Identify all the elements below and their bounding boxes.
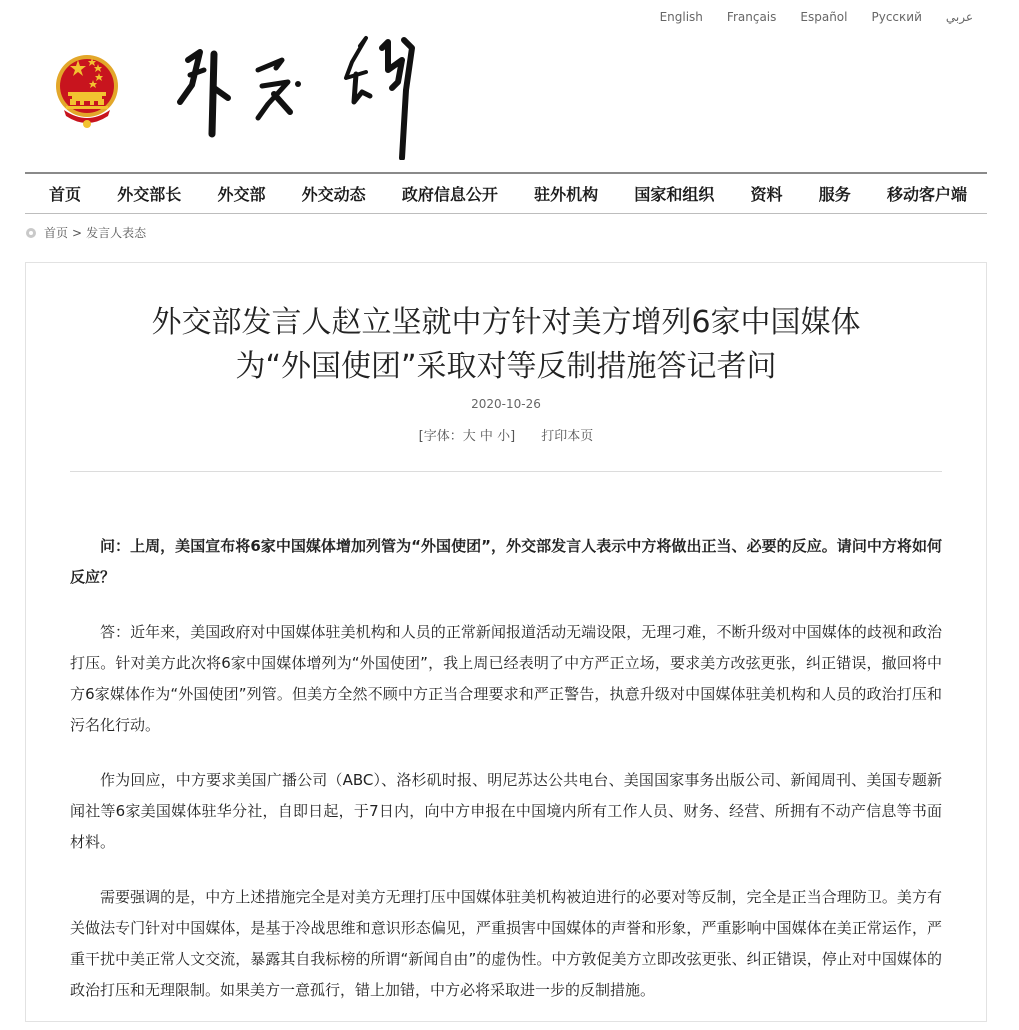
article-tools [26, 425, 986, 444]
nav-item-news[interactable]: 外交动态 [301, 185, 366, 204]
nav-item-home[interactable]: 首页 [49, 185, 82, 204]
emphasis-paragraph: 需要强调的是，中方上述措施完全是对美方无理打压中国媒体驻美机构被迫进行的必要对等反制，完全是正当合理防卫。美方有关做法专门针对中国媒体，是基于冷战思维和意识形态偏见，严重损害中国媒体的声誉和形象，严重影响中国媒体在美正常运作，严重干扰中美正常人文交流，暴露其自我标榜的所谓“新闻自由”的虚伪性。中方敦促美方立即改弦更张、纠正错误，停止对中国媒体的政治打压和无理限制。如果美方一意孤行，错上加错，中方必将采取进一步的反制措施。 [70, 888, 942, 999]
answer-paragraph: 答：近年来，美国政府对中国媒体驻美机构和人员的正常新闻报道活动无端设限，无理刁难，不断升级对中国媒体的歧视和政治打压。针对美方此次将6家中国媒体增列为“外国使团”，我上周已经表明了中方严正立场，要求美方改弦更张，纠正错误，撤回将中方6家媒体作为“外国使团”列管。但美方全然不顾中方正当合理要求和严正警告，执意升级对中国媒体驻美机构和人员的政治打压和污名化行动。 [70, 623, 942, 734]
article-date: 2020-10-26 [471, 397, 541, 411]
font-size-close: ] [510, 429, 516, 444]
nav-item-minister[interactable]: 外交部长 [117, 185, 182, 204]
lang-russian[interactable]: Русский [871, 10, 922, 24]
breadcrumb-separator: > [72, 225, 83, 240]
article-title [26, 301, 986, 389]
nav-item-mobile[interactable]: 移动客户端 [886, 185, 967, 204]
breadcrumb-current[interactable]: 发言人表态 [86, 226, 147, 240]
font-size-label: [字体： [418, 429, 463, 444]
font-large-button[interactable]: 大 [462, 429, 476, 444]
lang-arabic[interactable]: عربي [945, 10, 973, 24]
font-medium-button[interactable]: 中 [479, 429, 493, 444]
print-page-button[interactable]: 打印本页 [541, 429, 594, 444]
breadcrumb-home[interactable]: 首页 [44, 226, 69, 240]
question-paragraph: 问：上周，美国宣布将6家中国媒体增加列管为“外国使团”，外交部发言人表示中方将做出正当、必要的反应。请问中方将如何反应？ [70, 537, 942, 586]
language-bar [636, 10, 973, 24]
lang-spanish[interactable]: Español [800, 10, 848, 24]
article-title-line2: 为“外国使团”采取对等反制措施答记者问 [235, 349, 777, 384]
location-dot-icon [26, 228, 36, 238]
nav-item-gov-info[interactable]: 政府信息公开 [401, 185, 498, 204]
nav-item-services[interactable]: 服务 [818, 185, 851, 204]
ministry-calligraphy-logo[interactable] [170, 30, 430, 160]
nav-item-countries[interactable]: 国家和组织 [634, 185, 715, 204]
font-small-button[interactable]: 小 [497, 429, 511, 444]
response-paragraph: 作为回应，中方要求美国广播公司（ABC）、洛杉矶时报、明尼苏达公共电台、美国国家事务出版公司、新闻周刊、美国专题新闻社等6家美国媒体驻华分社，自即日起，于7日内，向中方申报在中国境内所有工作人员、财务、经营、所拥有不动产信息等书面材料。 [70, 771, 942, 851]
article-container [25, 262, 987, 1022]
national-emblem-icon[interactable] [54, 46, 120, 138]
nav-item-resources[interactable]: 资料 [750, 185, 783, 204]
nav-item-missions[interactable]: 驻外机构 [534, 185, 599, 204]
breadcrumb [26, 224, 146, 241]
lang-english[interactable]: English [659, 10, 703, 24]
lang-french[interactable]: Français [726, 10, 777, 24]
article-divider [70, 471, 942, 472]
nav-item-ministry[interactable]: 外交部 [217, 185, 266, 204]
article-title-line1: 外交部发言人赵立坚就中方针对美方增列6家中国媒体 [151, 305, 861, 340]
article-body [70, 531, 942, 1030]
main-nav [25, 172, 987, 214]
